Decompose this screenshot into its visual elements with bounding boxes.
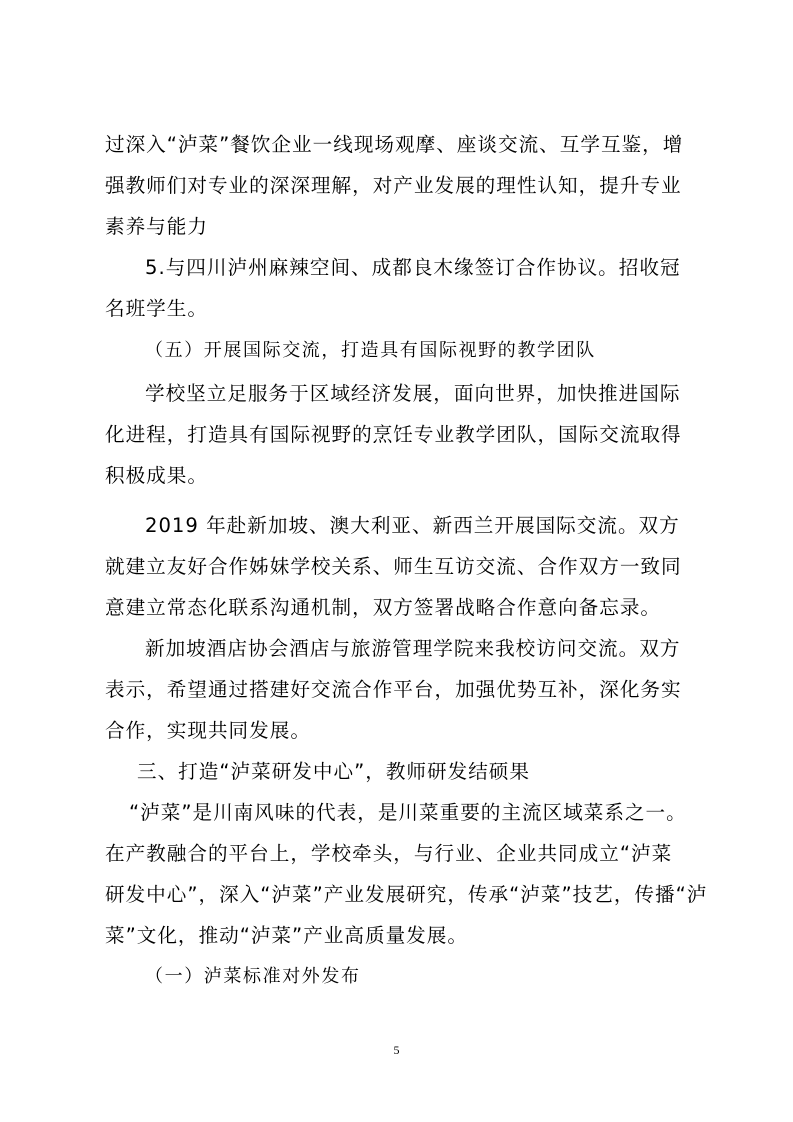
page-number: 5 xyxy=(393,1043,400,1057)
paragraph-line: 素养与能力 xyxy=(105,215,208,238)
paragraph-line: 化进程，打造具有国际视野的烹饪专业教学团队，国际交流取得 xyxy=(105,423,682,446)
paragraph-line: 在产教融合的平台上，学校牵头，与行业、企业共同成立“泸菜 xyxy=(105,842,673,865)
paragraph-line: 名班学生。 xyxy=(105,297,208,320)
subsection-heading: （一）泸菜标准对外发布 xyxy=(145,966,361,987)
subsection-heading: （五）开展国际交流，打造具有国际视野的教学团队 xyxy=(145,340,596,361)
paragraph-line: 合作，实现共同发展。 xyxy=(105,719,311,742)
paragraph-line: 2019 年赴新加坡、澳大利亚、新西兰开展国际交流。双方 xyxy=(145,514,680,537)
section-heading: 三、打造“泸菜研发中心”，教师研发结硕果 xyxy=(137,760,530,783)
paragraph-line: 积极成果。 xyxy=(105,464,208,487)
paragraph-line: 研发中心”，深入“泸菜”产业发展研究，传承“泸菜”技艺，传播“泸 xyxy=(105,883,708,906)
paragraph-line: 过深入“泸菜”餐饮企业一线现场观摩、座谈交流、互学互鉴，增 xyxy=(105,133,684,156)
paragraph-line: 菜”文化，推动“泸菜”产业高质量发展。 xyxy=(105,924,468,947)
paragraph-line: 意建立常态化联系沟通机制，双方签署战略合作意向备忘录。 xyxy=(105,596,662,619)
paragraph-line: 5.与四川泸州麻辣空间、成都良木缘签订合作协议。招收冠 xyxy=(145,256,681,279)
paragraph-line: 强教师们对专业的深深理解，对产业发展的理性认知，提升专业 xyxy=(105,174,682,197)
paragraph-line: 学校坚立足服务于区域经济发展，面向世界，加快推进国际 xyxy=(145,382,681,405)
paragraph-line: 就建立友好合作姊妹学校关系、师生互访交流、合作双方一致同 xyxy=(105,555,682,578)
paragraph-line: “泸菜”是川南风味的代表，是川菜重要的主流区域菜系之一。 xyxy=(129,801,687,824)
paragraph-line: 表示，希望通过搭建好交流合作平台，加强优势互补，深化务实 xyxy=(105,678,682,701)
paragraph-line: 新加坡酒店协会酒店与旅游管理学院来我校访问交流。双方 xyxy=(145,637,681,660)
